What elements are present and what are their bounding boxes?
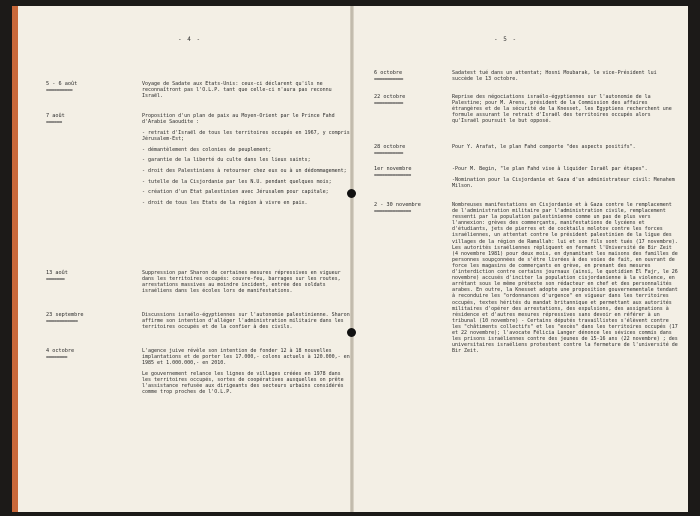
entry-text: Sadatest tué dans un attentat; Hosni Moubarak, le vice-Président lui succède le 13 octobre. (452, 70, 657, 83)
entry-date: 5 - 6 août ========== (46, 81, 78, 94)
entry-date: 23 septembre ============ (46, 312, 84, 325)
left-page (12, 6, 352, 512)
entry-text: Discussions israélo-égyptiennes sur l'autonomie palestinienne. Sharon affirme son intention d'alléger l'administration militaire dans les territoires occupés et de la confier à des civils. (142, 312, 350, 331)
entry-text: Reprise des négociations israélo-égyptiennes sur l'autonomie de la Palestine; pour M. Arens, président de la Commission des affaires étrangères et de la sécurité de la Knesset, les Egyptiens recherchent une formule assurant le retrait d'Israël des territoires occupés alors qu'Israël poursuit le but opposé. (452, 94, 672, 125)
entry-text: Pour Y. Arafat, le plan Fahd comporte "des aspects positifs". (452, 144, 636, 150)
punch-hole (347, 189, 356, 198)
entry-date: 7 août ====== (46, 113, 65, 126)
entry-text: Nombreuses manifestations en Cisjordanie et à Gaza contre le remplacement de l'administration militaire par l'administration civile, remplacement ressenti par la population palestinienne comme un pas de plus vers l'annexion: grèves des commerçants, manifestations de lycéens et d'étudiants, jets de pierres et de cocktails molotov contre les forces israéliennes, un attentat contre le président palestinien de la ligue des villages de la région de Ramallah: lui et son fils sont tués (17 novembre). Les autorités israéliennes répliquent en fermant l'Université de Bir Zeit (4 novembre 1981) pour deux mois, en dynamitant les maisons des familles de personnes soupçonnées de s'être livrées à des voies de fait, en ouvrant de force les magasins de commerçants en grève, en prenant des mesures d'interdiction contre certains journaux (ainsi, le quotidien El Fajr, le 26 novembre) accusés d'inciter la population cisjordanienne à la violence, en arrêtant sous le même prétexte son rédacteur en chef et des personnalités arabes. En outre, la Knesset adopte une proposition gouvernementale tendant à reconduire les "ordonnances d'urgence" en vigueur dans les territoires occupés, textes hérités du mandat britannique et permettant aux autorités militaires d'opérer des arrestations, des expulsions, des assignations à résidence et d'autres mesures répressives sans devoir en référer à un tribunal (10 novembre) - Certains députés travaillistes s'élèvent contre les "châtiments collectifs" et les "excès" dans les territoires occupés (17 et 22 novembre); l'avocate Félicia Langer dénonce les sévices commis dans les prisons israéliennes contre des jeunes de 15-16 ans (22 novembre) ; des universitaires israéliens protestent contre la fermeture de l'université de Bir Zeit. (452, 202, 678, 355)
book-spine (350, 6, 354, 512)
entry-date: 22 octobre =========== (374, 94, 406, 107)
punch-hole (347, 328, 356, 337)
entry-text: L'agence juive révèle son intention de fonder 12 à 18 nouvelles implantations et de porter les 17.000,- colons actuels à 120.000,- en 1985 et 1.000.000,- en 2010. Le gouvernement relance les lignes de villages créées en 1978 dans les territoires occupés, sortes de coopératives auxquelles on prête l'assistance refusée aux dirigeants des secteurs urbains considérés comme trop proches de l'O.L.P. (142, 348, 350, 396)
entry-text: Voyage de Sadate aux Etats-Unis: ceux-ci déclarent qu'ils ne reconnaîtront pas l'O.L.P. tant que celle-ci n'aura pas reconnu Israël. (142, 81, 332, 100)
entry-text: -Pour M. Begin, "le plan Fahd vise à liquider Israël par étapes". -Nomination pour la Cisjordanie et Gaza d'un administrateur civil: Menahem Milson. (452, 166, 675, 189)
right-page (352, 6, 688, 512)
entry-date: 6 octobre =========== (374, 70, 403, 83)
entry-date: 1er novembre ============== (374, 166, 412, 179)
entry-date: 2 - 30 novembre ============== (374, 202, 421, 215)
page-number-right: - 5 - (494, 36, 518, 43)
entry-text: Suppression par Sharon de certaines mesures répressives en vigueur dans les territoires occupés: couvre-feu, barrages sur les routes, arrestations massives au moindre incident, entrée des soldats israéliens dans les écoles lors de manifestations. (142, 270, 341, 295)
entry-date: 13 août ======= (46, 270, 68, 283)
page-number-left: - 4 - (178, 36, 202, 43)
entry-date: 4 octobre ======== (46, 348, 75, 361)
entry-date: 28 octobre =========== (374, 144, 406, 157)
entry-text: Proposition d'un plan de paix au Moyen-Orient par le Prince Fahd d'Arabie Saoudite : - retrait d'Israël de tous les territoires occupés en 1967, y compris Jérusalem-Est; - démantèlement des colonies de peuplement; - garantie de la liberté du culte dans les lieux saints; - droit des Palestiniens à retourner chez eux ou à un dédommagement; - tutelle de la Cisjordanie par les N.U. pendant quelques mois; - création d'un Etat palestinien avec Jérusalem pour capitale; - droit de tous les Etats de la région à vivre en paix. (142, 113, 350, 206)
